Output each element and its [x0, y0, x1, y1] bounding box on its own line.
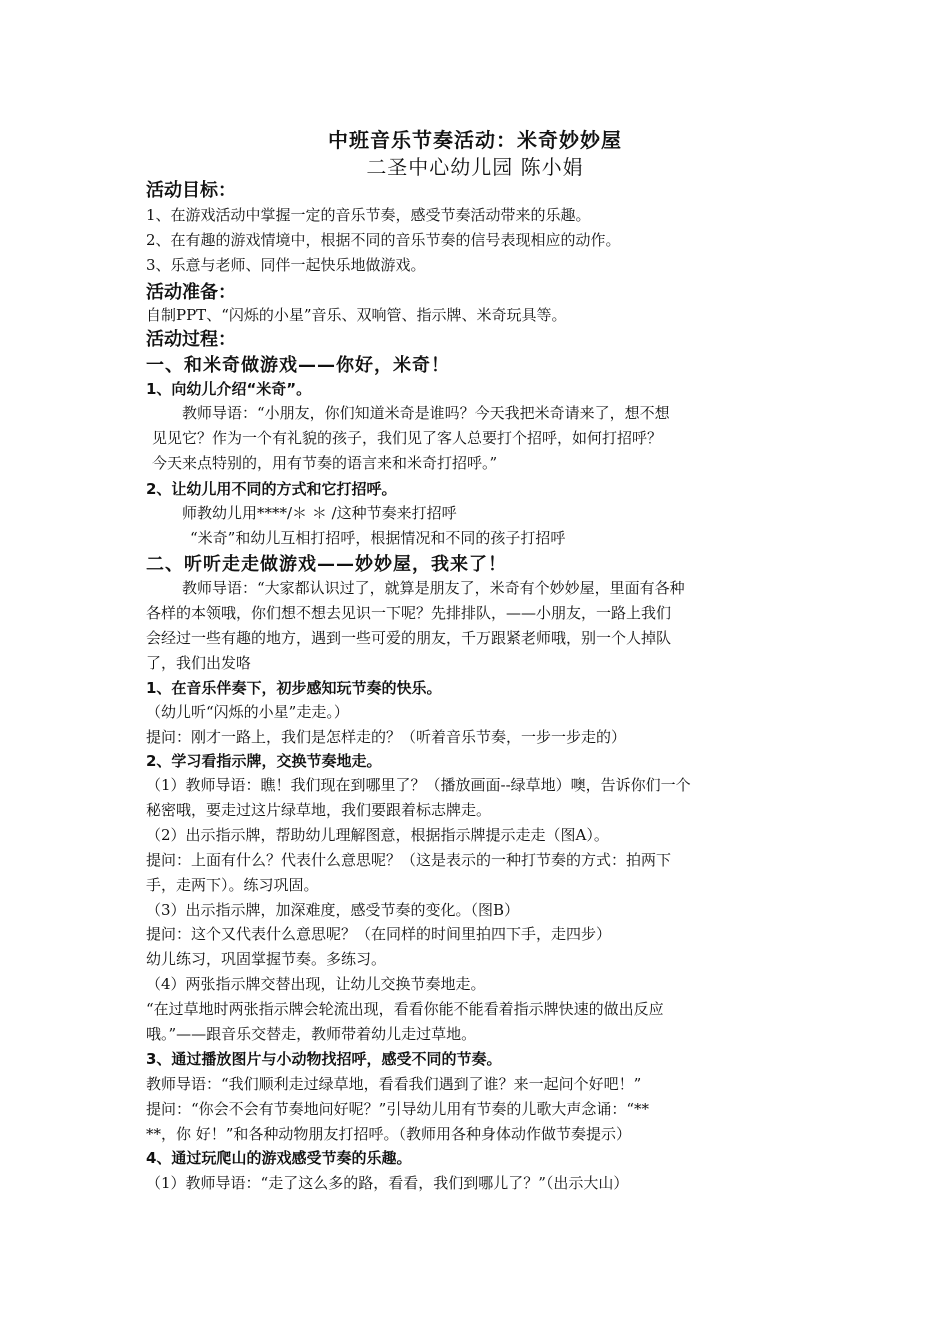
goal-item: 2、在有趣的游戏情境中，根据不同的音乐节奏的信号表现相应的动作。 [146, 231, 621, 249]
part2-step2-line: 幼儿练习，巩固掌握节奏。多练习。 [146, 950, 387, 968]
prep-heading: 活动准备： [146, 282, 236, 303]
goals-heading: 活动目标： [146, 180, 236, 201]
part2-step2-line: 手，走两下）。练习巩固。 [146, 876, 319, 894]
part1-step1-line: 见见它？作为一个有礼貌的孩子，我们见了客人总要打个招呼，如何打招呼？ [152, 429, 663, 447]
part2-heading: 二、听听走走做游戏——妙妙屋，我来了！ [146, 554, 507, 575]
part2-step2-line: （3）出示指示牌，加深难度，感受节奏的变化。（图B） [146, 901, 520, 919]
part1-heading: 一、和米奇做游戏——你好，米奇！ [146, 355, 450, 376]
part2-step4-heading: 4、通过玩爬山的游戏感受节奏的乐趣。 [146, 1149, 412, 1167]
part2-step2-heading: 2、学习看指示牌，交换节奏地走。 [146, 752, 382, 770]
part1-step2-heading: 2、让幼儿用不同的方式和它打招呼。 [146, 480, 397, 498]
document-subtitle: 二圣中心幼儿园 陈小娟 [366, 155, 584, 179]
part2-step4-line: （1）教师导语：“走了这么多的路，看看，我们到哪儿了？”（出示大山） [146, 1174, 629, 1192]
goal-item: 1、在游戏活动中掌握一定的音乐节奏，感受节奏活动带来的乐趣。 [146, 206, 591, 224]
part2-intro-line: 会经过一些有趣的地方，遇到一些可爱的朋友，千万跟紧老师哦，别一个人掉队 [146, 629, 672, 647]
part2-intro-line: 教师导语：“大家都认识过了，就算是朋友了，米奇有个妙妙屋，里面有各种 [182, 579, 685, 597]
part1-step1-line: 今天来点特别的，用有节奏的语言来和米奇打招呼。” [152, 454, 498, 472]
part2-step2-line: （4）两张指示牌交替出现，让幼儿交换节奏地走。 [146, 975, 486, 993]
part2-step2-line: （1）教师导语：瞧！我们现在到哪里了？（播放画面--绿草地）噢，告诉你们一个 [146, 776, 691, 794]
part2-step2-line: 提问：上面有什么？代表什么意思呢？（这是表示的一种打节奏的方式：拍两下 [146, 851, 672, 869]
part2-step2-line: 哦。”——跟音乐交替走，教师带着幼儿走过草地。 [146, 1025, 477, 1043]
part2-step3-heading: 3、通过播放图片与小动物找招呼，感受不同的节奏。 [146, 1050, 502, 1068]
part2-step1-heading: 1、在音乐伴奏下，初步感知玩节奏的快乐。 [146, 679, 442, 697]
part2-step2-line: 秘密哦，要走过这片绿草地，我们要跟着标志牌走。 [146, 801, 492, 819]
part1-step1-heading: 1、向幼儿介绍“米奇”。 [146, 380, 312, 398]
part2-intro-line: 各样的本领哦，你们想不想去见识一下呢？先排排队，——小朋友，一路上我们 [146, 604, 672, 622]
process-heading: 活动过程： [146, 329, 236, 350]
part2-step3-line: 教师导语：“我们顺利走过绿草地，看看我们遇到了谁？来一起问个好吧！” [146, 1075, 642, 1093]
part2-step3-line: **，你 好！”和各种动物朋友打招呼。（教师用各种身体动作做节奏提示） [146, 1125, 631, 1143]
part2-step1-line: 提问：刚才一路上，我们是怎样走的？（听着音乐节奏，一步一步走的） [146, 728, 627, 746]
part1-step1-line: 教师导语：“小朋友，你们知道米奇是谁吗？今天我把米奇请来了，想不想 [182, 404, 670, 422]
part1-step2-line: 师教幼儿用****/＊ ＊ /这种节奏来打招呼 [182, 504, 457, 522]
document-title: 中班音乐节奏活动：米奇妙妙屋 [328, 128, 622, 152]
part2-intro-line: 了，我们出发咯 [146, 654, 252, 672]
part2-step1-line: （幼儿听“闪烁的小星”走走。） [146, 703, 349, 721]
part2-step2-line: 提问：这个又代表什么意思呢？（在同样的时间里拍四下手，走四步） [146, 925, 612, 943]
part1-step2-line: “米奇”和幼儿互相打招呼，根据情况和不同的孩子打招呼 [190, 529, 566, 547]
part2-step2-line: “在过草地时两张指示牌会轮流出现，看看你能不能看着指示牌快速的做出反应 [146, 1000, 664, 1018]
part2-step2-line: （2）出示指示牌，帮助幼儿理解图意，根据指示牌提示走走（图A）。 [146, 826, 609, 844]
prep-text: 自制PPT、“闪烁的小星”音乐、双响管、指示牌、米奇玩具等。 [146, 306, 567, 324]
goal-item: 3、乐意与老师、同伴一起快乐地做游戏。 [146, 256, 426, 274]
part2-step3-line: 提问：“你会不会有节奏地问好呢？”引导幼儿用有节奏的儿歌大声念诵：“** [146, 1100, 650, 1118]
